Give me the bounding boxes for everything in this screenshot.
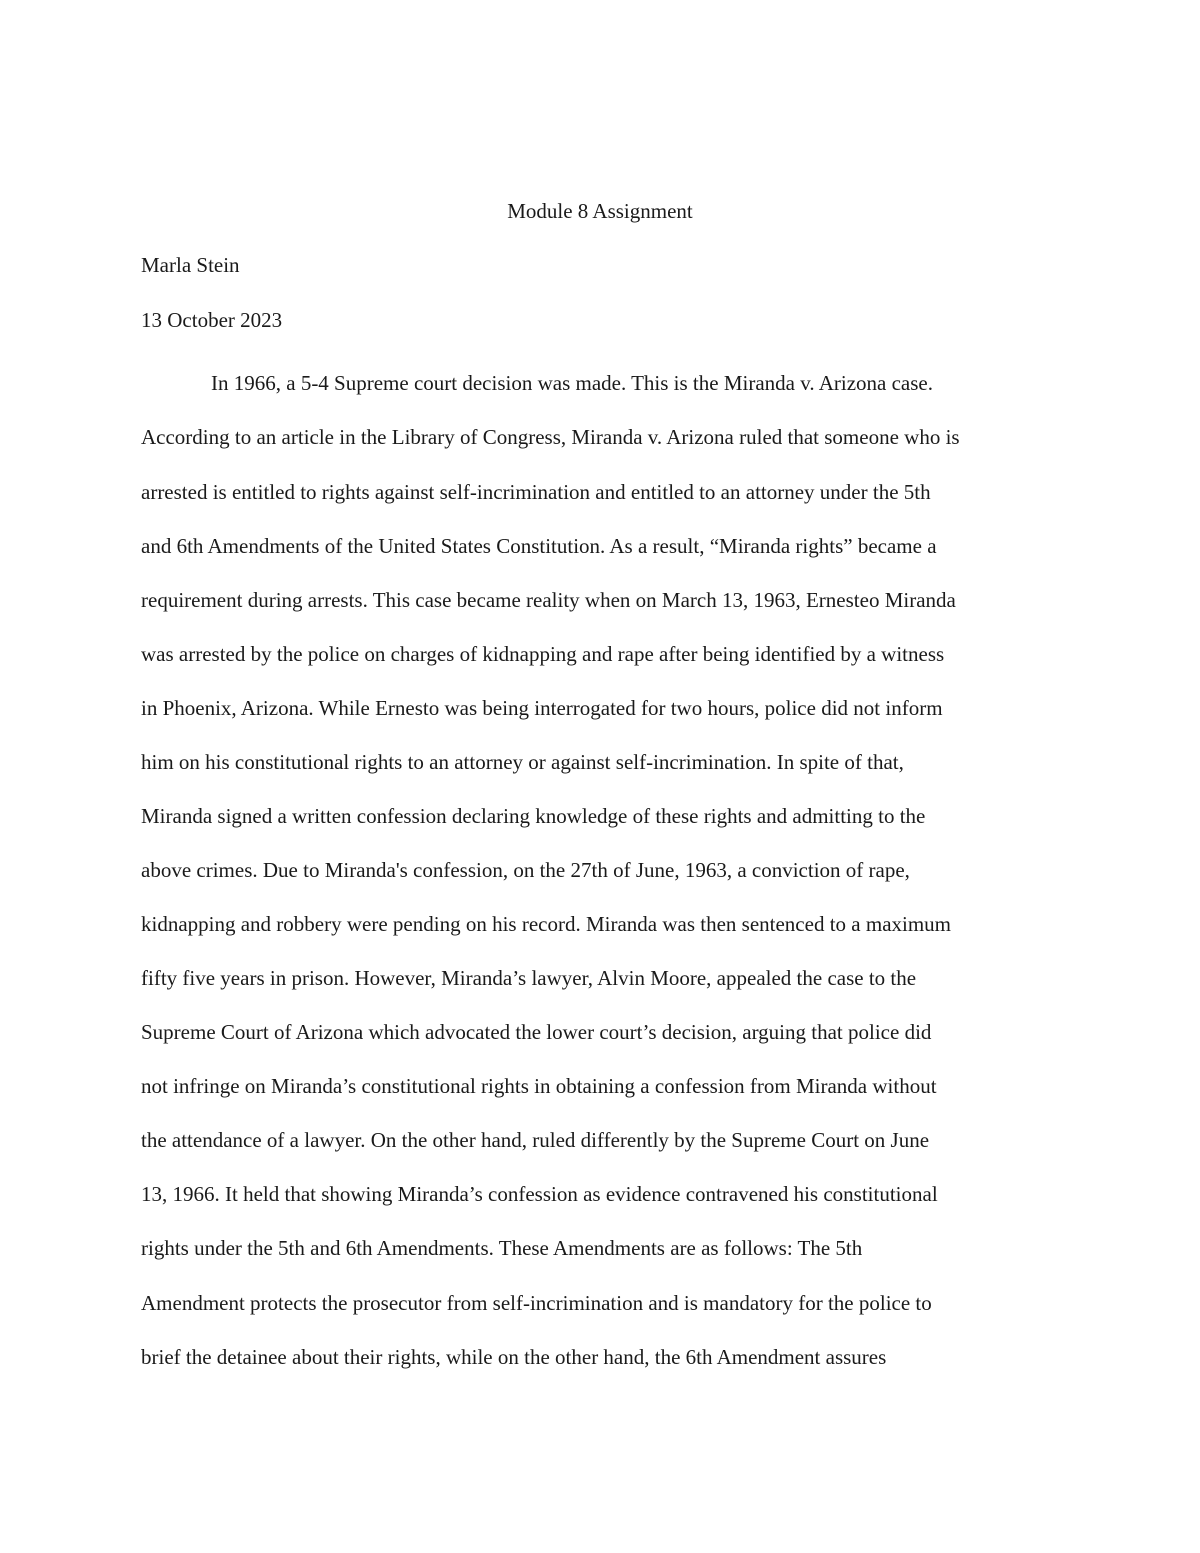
body-line: him on his constitutional rights to an attorney or against self-incrimination. In spite of that,	[141, 750, 904, 774]
body-line: arrested is entitled to rights against self-incrimination and entitled to an attorney under the 5th	[141, 480, 931, 504]
document-title: Module 8 Assignment	[507, 199, 693, 223]
document-date: 13 October 2023	[141, 308, 283, 332]
body-line: was arrested by the police on charges of kidnapping and rape after being identified by a witness	[141, 642, 945, 666]
body-line: Amendment protects the prosecutor from self-incrimination and is mandatory for the police to	[141, 1291, 932, 1315]
author-name: Marla Stein	[141, 253, 240, 277]
body-line: Miranda signed a written confession declaring knowledge of these rights and admitting to the	[141, 804, 926, 828]
body-line: requirement during arrests. This case became reality when on March 13, 1963, Ernesteo Miranda	[141, 588, 956, 612]
body-line: brief the detainee about their rights, while on the other hand, the 6th Amendment assures	[141, 1345, 887, 1369]
body-line: Supreme Court of Arizona which advocated the lower court’s decision, arguing that police did	[141, 1020, 932, 1044]
body-line: 13, 1966. It held that showing Miranda’s confession as evidence contravened his constitutional	[141, 1182, 938, 1206]
body-line: fifty five years in prison. However, Miranda’s lawyer, Alvin Moore, appealed the case to the	[141, 966, 917, 990]
body-line: kidnapping and robbery were pending on his record. Miranda was then sentenced to a maximum	[141, 912, 952, 936]
body-line: the attendance of a lawyer. On the other hand, ruled differently by the Supreme Court on June	[141, 1128, 930, 1152]
body-line: above crimes. Due to Miranda's confession, on the 27th of June, 1963, a conviction of rape,	[141, 858, 910, 882]
body-line: In 1966, a 5-4 Supreme court decision was made. This is the Miranda v. Arizona case.	[211, 371, 933, 395]
body-line: According to an article in the Library of Congress, Miranda v. Arizona ruled that someone who is	[141, 425, 960, 449]
body-line: and 6th Amendments of the United States Constitution. As a result, “Miranda rights” became a	[141, 534, 937, 558]
body-line: rights under the 5th and 6th Amendments. These Amendments are as follows: The 5th	[141, 1236, 863, 1260]
body-line: in Phoenix, Arizona. While Ernesto was being interrogated for two hours, police did not inform	[141, 696, 943, 720]
body-line: not infringe on Miranda’s constitutional rights in obtaining a confession from Miranda without	[141, 1074, 937, 1098]
